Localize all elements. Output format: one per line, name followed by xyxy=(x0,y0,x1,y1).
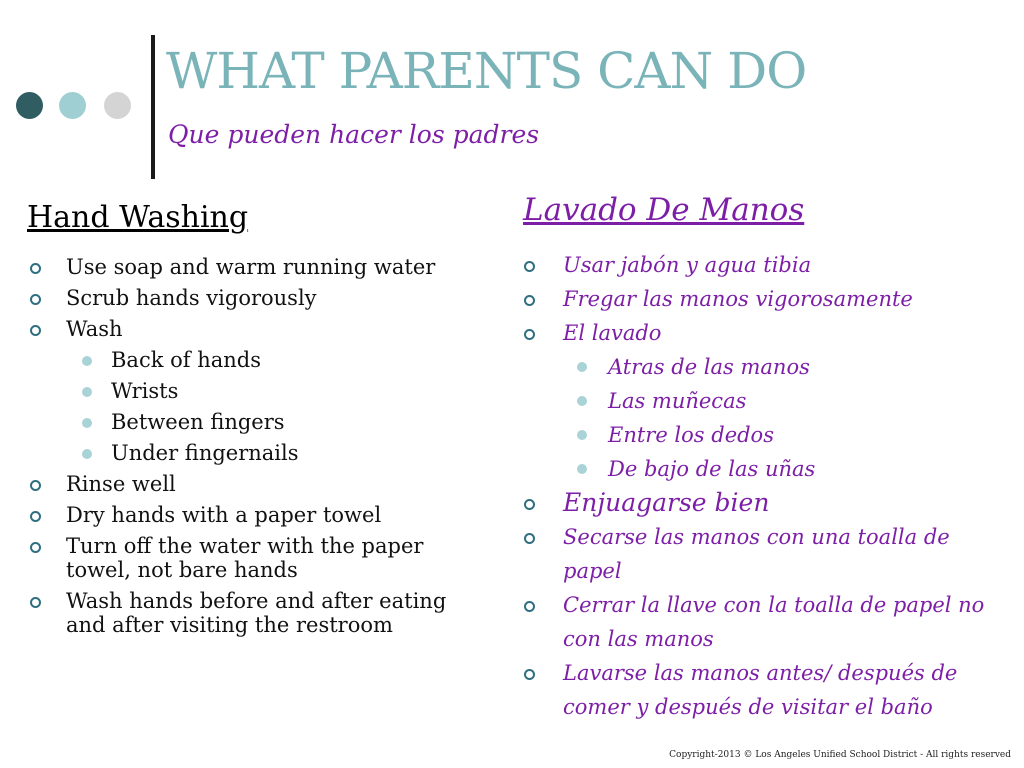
list-item-text: Cerrar la llave con la toalla de papel no con las manos xyxy=(563,593,985,651)
light-teal-dot xyxy=(59,92,86,119)
list-item-text: Las muñecas xyxy=(608,389,747,413)
sub-list-item xyxy=(524,452,1004,486)
ring-bullet-icon xyxy=(524,295,535,306)
ring-bullet-icon xyxy=(30,480,41,491)
list-item xyxy=(30,286,490,310)
ring-bullet-icon xyxy=(524,601,535,612)
dot-bullet-icon xyxy=(577,396,587,406)
dark-teal-dot xyxy=(16,92,43,119)
sub-list-item xyxy=(524,418,1004,452)
english-list xyxy=(30,255,490,644)
list-item-text: Enjuagarse bien xyxy=(563,488,770,517)
gray-dot xyxy=(104,92,131,119)
dot-bullet-icon xyxy=(82,356,92,366)
list-item-text: Dry hands with a paper towel xyxy=(66,503,382,527)
sub-list-item xyxy=(524,350,1004,384)
copyright-notice: Copyright-2013 © Los Angeles Unified School District - All rights reserved xyxy=(669,750,1011,760)
list-item-text: Wash xyxy=(66,317,123,341)
list-item-text: Entre los dedos xyxy=(608,423,774,447)
list-item xyxy=(30,317,490,341)
list-item-text: Secarse las manos con una toalla de papel xyxy=(563,525,950,583)
list-item-text: Wrists xyxy=(111,379,179,403)
list-item-text: Back of hands xyxy=(111,348,261,372)
list-item-text: El lavado xyxy=(563,321,662,345)
dot-bullet-icon xyxy=(82,449,92,459)
list-item-text: Atras de las manos xyxy=(608,355,810,379)
sub-list-item xyxy=(30,348,490,372)
dot-bullet-icon xyxy=(82,418,92,428)
dot-bullet-icon xyxy=(577,362,587,372)
sub-list-item xyxy=(30,379,490,403)
list-item xyxy=(30,503,490,527)
list-item-text: Rinse well xyxy=(66,472,176,496)
ring-bullet-icon xyxy=(524,533,535,544)
title-divider xyxy=(151,35,155,179)
list-item xyxy=(30,534,490,582)
list-item xyxy=(30,472,490,496)
dot-bullet-icon xyxy=(577,430,587,440)
sub-list-item xyxy=(524,384,1004,418)
list-item xyxy=(524,588,1004,656)
ring-bullet-icon xyxy=(30,511,41,522)
list-item xyxy=(524,486,1004,520)
list-item xyxy=(524,248,1004,282)
list-item xyxy=(524,316,1004,350)
dot-bullet-icon xyxy=(577,464,587,474)
list-item-text: Lavarse las manos antes/ después de comer y después de visitar el baño xyxy=(563,661,958,719)
list-item-text: Between fingers xyxy=(111,410,285,434)
sub-list-item xyxy=(30,410,490,434)
ring-bullet-icon xyxy=(30,294,41,305)
list-item-text: Wash hands before and after eating and after visiting the restroom xyxy=(66,589,447,637)
page-subtitle: Que pueden hacer los padres xyxy=(168,120,540,149)
list-item-text: Usar jabón y agua tibia xyxy=(563,253,812,277)
ring-bullet-icon xyxy=(524,329,535,340)
ring-bullet-icon xyxy=(524,499,535,510)
list-item-text: Use soap and warm running water xyxy=(66,255,436,279)
list-item xyxy=(30,255,490,279)
ring-bullet-icon xyxy=(30,542,41,553)
english-heading: Hand Washing xyxy=(27,200,249,235)
list-item xyxy=(524,520,1004,588)
ring-bullet-icon xyxy=(524,669,535,680)
list-item xyxy=(524,656,1004,724)
spanish-list xyxy=(524,248,1004,724)
list-item-text: Turn off the water with the paper towel, not bare hands xyxy=(66,534,424,582)
sub-list-item xyxy=(30,441,490,465)
list-item-text: Under fingernails xyxy=(111,441,299,465)
ring-bullet-icon xyxy=(30,325,41,336)
ring-bullet-icon xyxy=(30,263,41,274)
ring-bullet-icon xyxy=(30,597,41,608)
list-item xyxy=(30,589,490,637)
list-item xyxy=(524,282,1004,316)
page-title: WHAT PARENTS CAN DO xyxy=(166,42,807,100)
list-item-text: Scrub hands vigorously xyxy=(66,286,317,310)
dot-bullet-icon xyxy=(82,387,92,397)
list-item-text: Fregar las manos vigorosamente xyxy=(563,287,913,311)
ring-bullet-icon xyxy=(524,261,535,272)
spanish-heading: Lavado De Manos xyxy=(523,192,805,228)
list-item-text: De bajo de las uñas xyxy=(608,457,816,481)
